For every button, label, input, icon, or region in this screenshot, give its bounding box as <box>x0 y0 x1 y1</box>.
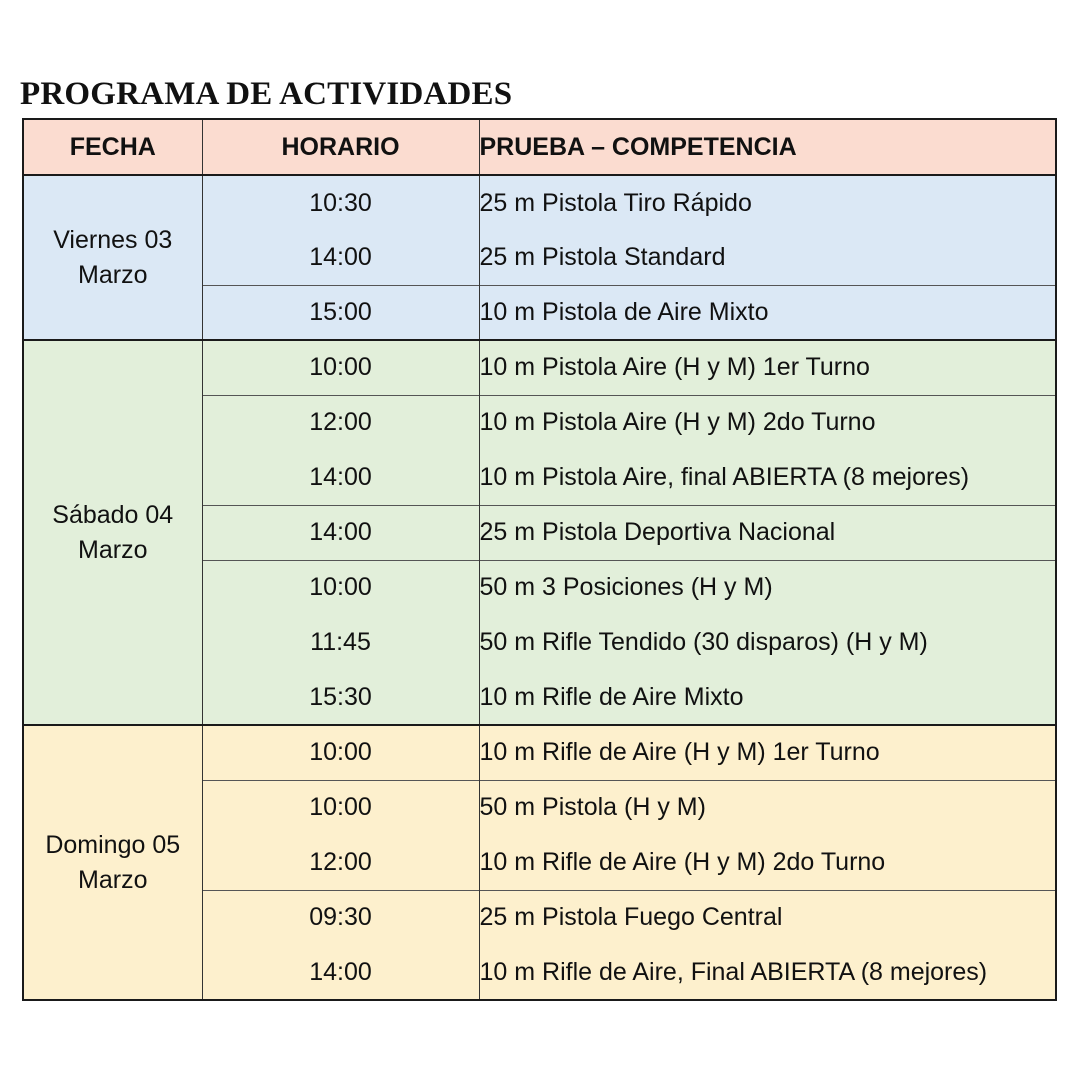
month-label: Marzo <box>78 535 148 564</box>
event-cell: 50 m Rifle Tendido (30 disparos) (H y M) <box>479 615 1056 670</box>
time-cell: 12:00 <box>202 395 479 450</box>
time-cell: 14:00 <box>202 450 479 505</box>
table-row <box>23 725 1056 780</box>
month-label: Marzo <box>78 865 148 894</box>
day-label: Sábado 04 <box>52 500 174 529</box>
day-cell-domingo <box>23 725 202 1000</box>
event-cell: 25 m Pistola Fuego Central <box>479 890 1056 945</box>
time-cell: 14:00 <box>202 945 479 1000</box>
event-cell: 10 m Rifle de Aire, Final ABIERTA (8 mejores) <box>479 945 1056 1000</box>
page-title: PROGRAMA DE ACTIVIDADES <box>20 76 513 112</box>
event-cell: 10 m Pistola Aire (H y M) 1er Turno <box>479 340 1056 395</box>
column-header-horario: HORARIO <box>202 119 479 175</box>
time-cell: 10:00 <box>202 340 479 395</box>
month-label: Marzo <box>78 260 148 289</box>
day-cell-viernes <box>23 175 202 340</box>
event-cell: 10 m Pistola de Aire Mixto <box>479 285 1056 340</box>
time-cell: 14:00 <box>202 230 479 285</box>
time-cell: 10:00 <box>202 560 479 615</box>
event-cell: 10 m Rifle de Aire Mixto <box>479 670 1056 725</box>
column-header-fecha: FECHA <box>23 119 202 175</box>
event-cell: 10 m Pistola Aire, final ABIERTA (8 mejores) <box>479 450 1056 505</box>
event-cell: 50 m Pistola (H y M) <box>479 780 1056 835</box>
table-row <box>23 175 1056 230</box>
time-cell: 15:00 <box>202 285 479 340</box>
event-cell: 25 m Pistola Tiro Rápido <box>479 175 1056 230</box>
time-cell: 15:30 <box>202 670 479 725</box>
column-header-prueba: PRUEBA – COMPETENCIA <box>479 119 1056 175</box>
day-label: Domingo 05 <box>45 830 181 859</box>
day-label: Viernes 03 <box>53 225 173 254</box>
event-cell: 50 m 3 Posiciones (H y M) <box>479 560 1056 615</box>
time-cell: 10:00 <box>202 780 479 835</box>
header-row <box>23 119 1056 175</box>
day-cell-sabado <box>23 340 202 725</box>
time-cell: 10:00 <box>202 725 479 780</box>
event-cell: 10 m Pistola Aire (H y M) 2do Turno <box>479 395 1056 450</box>
time-cell: 11:45 <box>202 615 479 670</box>
event-cell: 25 m Pistola Deportiva Nacional <box>479 505 1056 560</box>
table-row <box>23 340 1056 395</box>
time-cell: 10:30 <box>202 175 479 230</box>
time-cell: 09:30 <box>202 890 479 945</box>
time-cell: 14:00 <box>202 505 479 560</box>
event-cell: 10 m Rifle de Aire (H y M) 2do Turno <box>479 835 1056 890</box>
event-cell: 10 m Rifle de Aire (H y M) 1er Turno <box>479 725 1056 780</box>
event-cell: 25 m Pistola Standard <box>479 230 1056 285</box>
schedule-table <box>22 118 1057 1001</box>
time-cell: 12:00 <box>202 835 479 890</box>
